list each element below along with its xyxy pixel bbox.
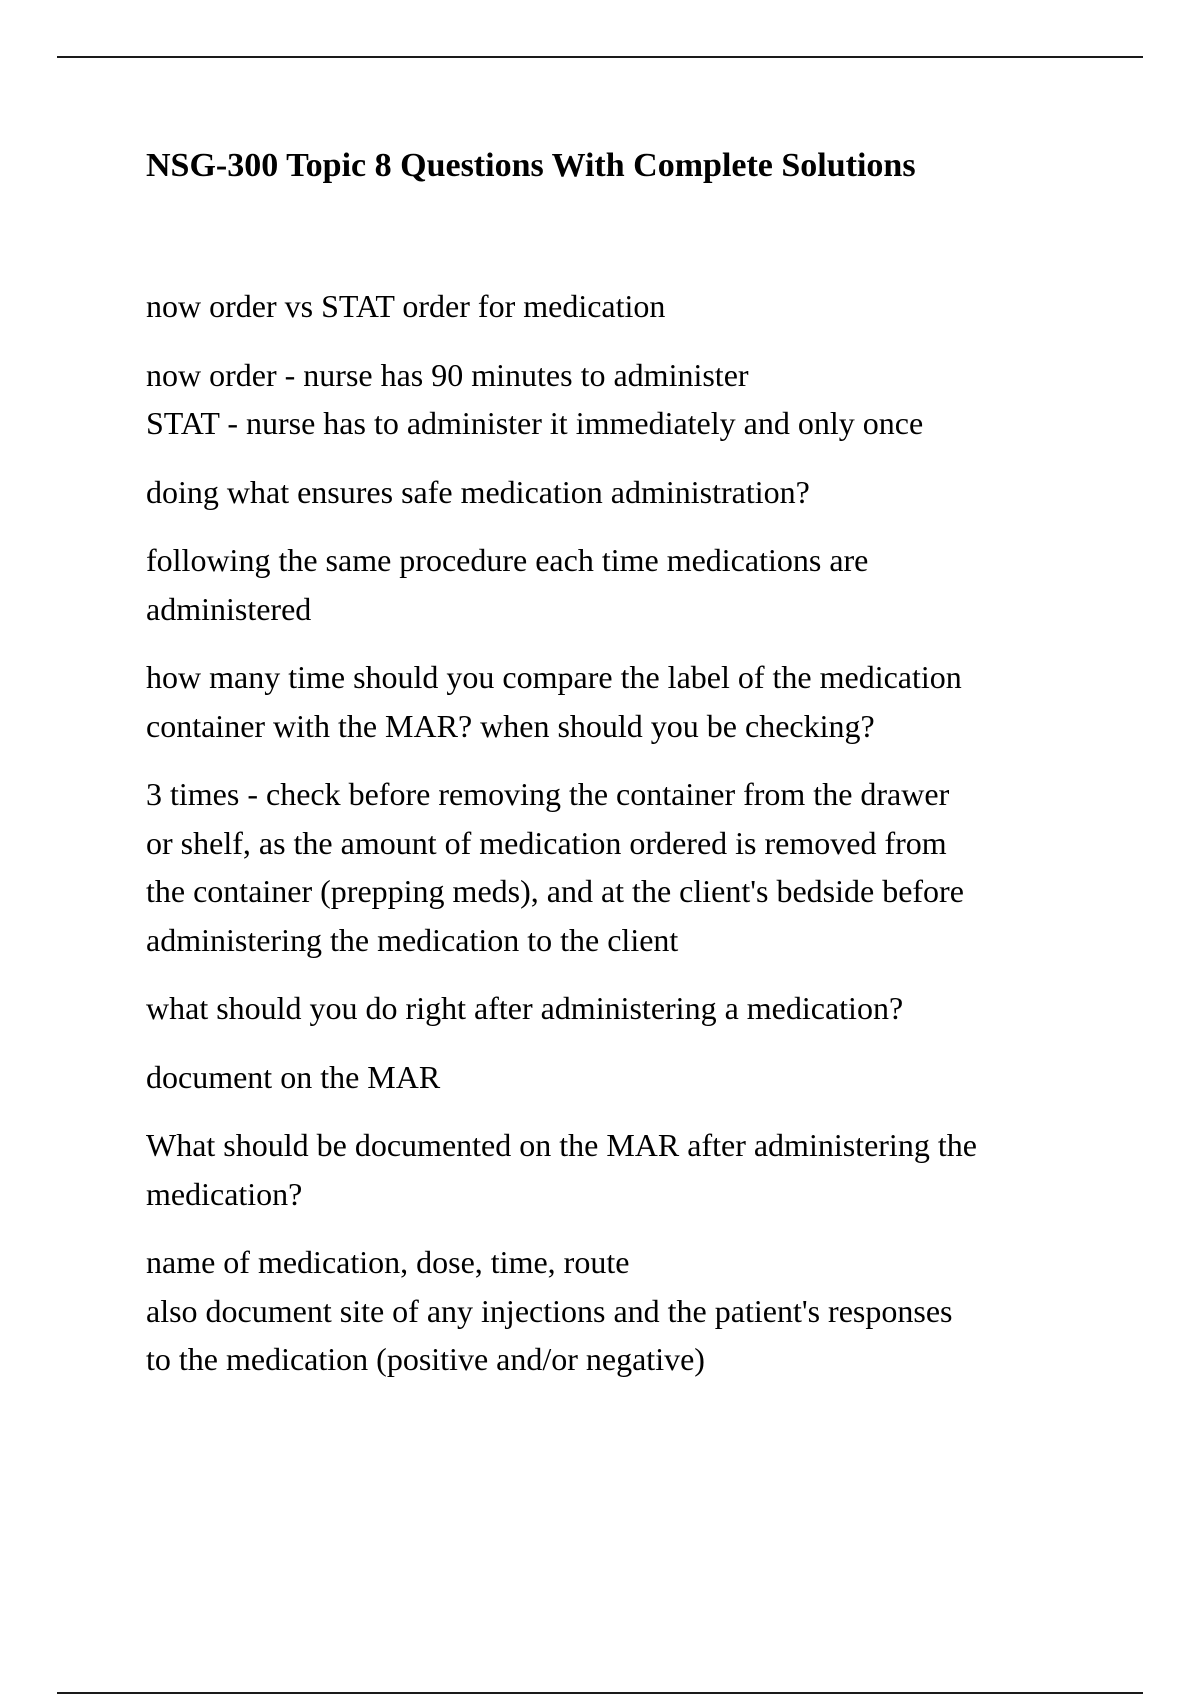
text-line: now order - nurse has 90 minutes to administer [146, 356, 749, 393]
qa-content [146, 282, 1106, 1404]
text-line: name of medication, dose, time, route [146, 1244, 630, 1280]
text-line: STAT - nurse has to administer it immediately and only once [146, 405, 924, 441]
text-line: the container (prepping meds), and at the client's bedside before [146, 873, 964, 909]
answer-text [146, 536, 1106, 633]
bottom-divider [57, 1692, 1143, 1694]
text-line: following the same procedure each time medications are [146, 542, 869, 578]
answer-text [146, 1053, 1106, 1102]
text-line: administered [146, 590, 312, 627]
text-line: document on the MAR [146, 1058, 441, 1095]
text-line: or shelf, as the amount of medication ordered is removed from [146, 824, 947, 861]
text-line: medication? [146, 1175, 303, 1212]
text-line: 3 times - check before removing the container from the drawer [146, 776, 950, 812]
text-line: now order vs STAT order for medication [146, 288, 666, 324]
text-line: container with the MAR? when should you be checking? [146, 707, 875, 744]
text-line: administering the medication to the client [146, 921, 679, 958]
question-text [146, 282, 1106, 331]
question-text [146, 468, 1106, 517]
answer-text [146, 1238, 1106, 1384]
text-line: what should you do right after administering a medication? [146, 990, 904, 1026]
question-text [146, 653, 1106, 750]
text-line: to the medication (positive and/or negative) [146, 1341, 705, 1377]
question-text [146, 984, 1106, 1033]
top-divider [57, 56, 1143, 58]
answer-text [146, 770, 1106, 964]
text-line: doing what ensures safe medication administration? [146, 473, 810, 510]
text-line: What should be documented on the MAR after administering the [146, 1127, 977, 1163]
page-title: NSG-300 Topic 8 Questions With Complete Solutions [146, 147, 916, 184]
text-line: how many time should you compare the label of the medication [146, 659, 962, 695]
answer-text [146, 351, 1106, 448]
question-text [146, 1121, 1106, 1218]
text-line: also document site of any injections and the patient's responses [146, 1292, 953, 1329]
